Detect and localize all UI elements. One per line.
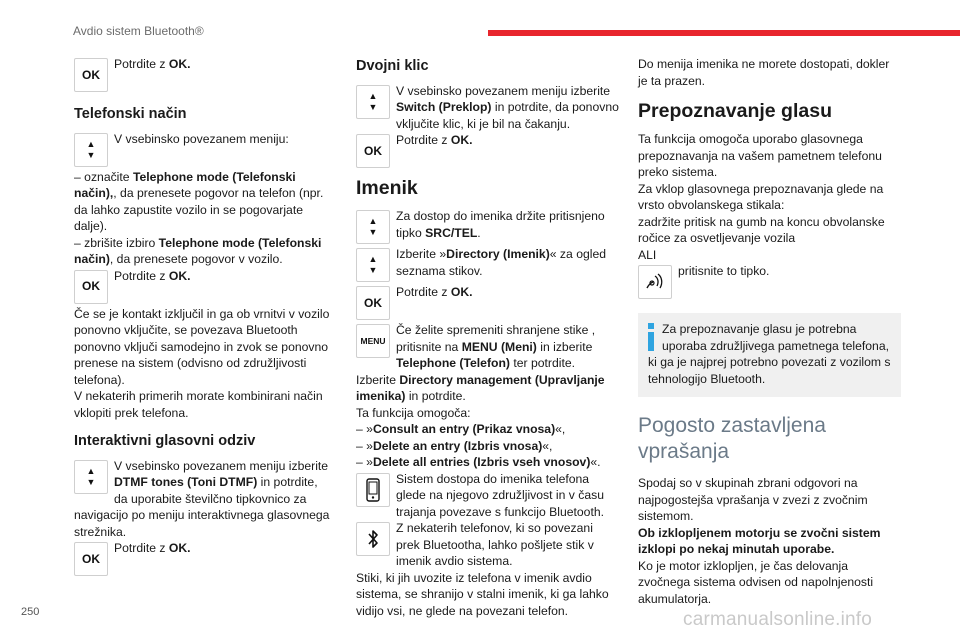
menu-row: MENU Če želite spremeniti shranjene stike , pritisnite na MENU (Meni) in izberite Telephone (Telefon) ter potrdite. (356, 322, 619, 372)
faq-intro: Spodaj so v skupinah zbrani odgovori na najpogostejša vprašanja v zvezi z zvočnim sistemom. (638, 476, 868, 523)
tel-menu-row: ▲ ▼ V vsebinsko povezanem meniju: (74, 131, 332, 169)
dir-row-1: ▲ ▼ Za dostop do imenika držite pritisnjeno tipko SRC/TEL. (356, 208, 619, 246)
directory-management: Izberite Directory management (Upravljanje imenika) in potrdite. (356, 372, 605, 403)
confirm-row: OK Potrdite z OK. (356, 132, 619, 170)
heading-telephone-mode: Telefonski način (74, 106, 187, 122)
dir-row-2: ▲ ▼ Izberite »Directory (Imenik)« za ogled seznama stikov. (356, 246, 619, 284)
faq-question: Ob izklopljenem motorju se zvočni sistem izklopi po nekaj minutah uporabe. (638, 525, 881, 556)
faq-answer: Ko je motor izklopljen, je čas delovanja zvočnega sistema odvisen od napolnjenosti akumulatorja. (638, 558, 874, 606)
info-icon (648, 323, 654, 351)
heading-dual-call: Dvojni klic (356, 58, 429, 74)
menu-button-icon: MENU (356, 324, 390, 358)
paragraph-combined: V nekaterih primerih morate kombinirani način vklopiti prek telefona. (74, 389, 323, 420)
watermark: carmanualsonline.info (683, 609, 873, 630)
voice-p2: Za vklop glasovnega prepoznavanja glede na vrsto obvolanskega stikala: (638, 181, 884, 212)
bluetooth-row: Z nekaterih telefonov, ki so povezani prek Bluetootha, lahko pošljete stik v imenik avdio sistema. (356, 520, 619, 570)
heading-directory: Imenik (356, 177, 418, 199)
voice-or: ALI (638, 247, 657, 262)
confirm-row: OK Potrdite z OK. (74, 540, 332, 578)
switch-row: ▲ ▼ V vsebinsko povezanem meniju izberite Switch (Preklop) in potrdite, da ponovno vključite klic, ki je bil na čakanju. (356, 83, 619, 133)
column-1 (74, 56, 332, 578)
up-down-arrows-icon: ▲ ▼ (356, 210, 390, 244)
final-paragraph: Stiki, ki jih uvozite iz telefona v imenik avdio sistema, se shranijo v stalni imenik, ki ga lahko vidijo vsi, ne glede na povezani telefon. (356, 570, 609, 618)
voice-command-icon (638, 265, 672, 299)
heading-faq: Pogosto zastavljena vprašanja (638, 414, 826, 463)
confirm-row: OK Potrdite z OK. (356, 284, 619, 322)
heading-voice-recognition: Prepoznavanje glasu (638, 100, 832, 122)
confirm-row: OK Potrdite z OK. (74, 268, 332, 306)
bluetooth-icon (356, 522, 390, 556)
ok-button-icon: OK (74, 542, 108, 576)
ok-button-icon: OK (356, 134, 390, 168)
tel-dash-2: – zbrišite izbiro Telephone mode (Telefonski način), da prenesete pogovor v vozilo. (74, 235, 322, 266)
up-down-arrows-icon: ▲ ▼ (74, 460, 108, 494)
ok-button-icon: OK (74, 58, 108, 92)
column-2 (356, 56, 619, 619)
up-down-arrows-icon: ▲ ▼ (74, 133, 108, 167)
voice-p3: zadržite pritisk na gumb na koncu obvolanske ročice za osvetljevanje vozila (638, 214, 885, 245)
up-down-arrows-icon: ▲ ▼ (356, 85, 390, 119)
dtmf-row: ▲ ▼ V vsebinsko povezanem meniju izberite DTMF tones (Toni DTMF) in potrdite, da uporabite številčno tipkovnico za navigacijo po meniju interaktivnega glasovnega strežnika. (74, 458, 330, 539)
column-3 (638, 56, 901, 607)
ok-button-icon: OK (356, 286, 390, 320)
phone-icon (356, 473, 390, 507)
phone-row: Sistem dostopa do imenika telefona glede na njegovo združljivost in v času trajanja povezave s funkcijo Bluetooth. (356, 471, 619, 521)
page-number: 250 (21, 606, 40, 618)
info-box: Za prepoznavanje glasu je potrebna uporaba združljivega pametnega telefona, ki ga je najprej potrebno povezati z vozilom s tehnologijo Bluetooth. (638, 313, 901, 397)
dash-delete: – »Delete an entry (Izbris vnosa)«, (356, 438, 553, 453)
confirm-row: OK Potrdite z OK. (74, 56, 332, 94)
ok-button-icon: OK (74, 270, 108, 304)
voice-button-row: pritisnite to tipko. (638, 263, 901, 301)
voice-p1: Ta funkcija omogoča uporabo glasovnega prepoznavanja na vašem pametnem telefonu preko sistema. (638, 132, 882, 179)
dash-consult: – »Consult an entry (Prikaz vnosa)«, (356, 422, 566, 436)
up-down-arrows-icon: ▲ ▼ (356, 248, 390, 282)
dash-delete-all: – »Delete all entries (Izbris vseh vnosov)«. (356, 455, 601, 469)
header-accent-bar (488, 30, 960, 36)
tel-dash-1: – označite Telephone mode (Telefonski način),, da prenesete pogovor na telefon (npr. da lahko zapustite vozilo in se pogovarjate dalje). (74, 169, 324, 233)
header-title: Avdio sistem Bluetooth® (73, 24, 204, 38)
intro-text: Do menija imenika ne morete dostopati, dokler je ta prazen. (638, 57, 890, 88)
paragraph-reconnect: Če se je kontakt izključil in ga ob vrnitvi v vozilo ponovno vključite, se povezava Bluetooth ponovno vključi samodejno in zvok se ponovno prenese na sistem (odvisno od združljivosti telefona). (74, 306, 330, 387)
heading-interactive-voice: Interaktivni glasovni odziv (74, 433, 256, 449)
allows-text: Ta funkcija omogoča: (356, 405, 471, 420)
